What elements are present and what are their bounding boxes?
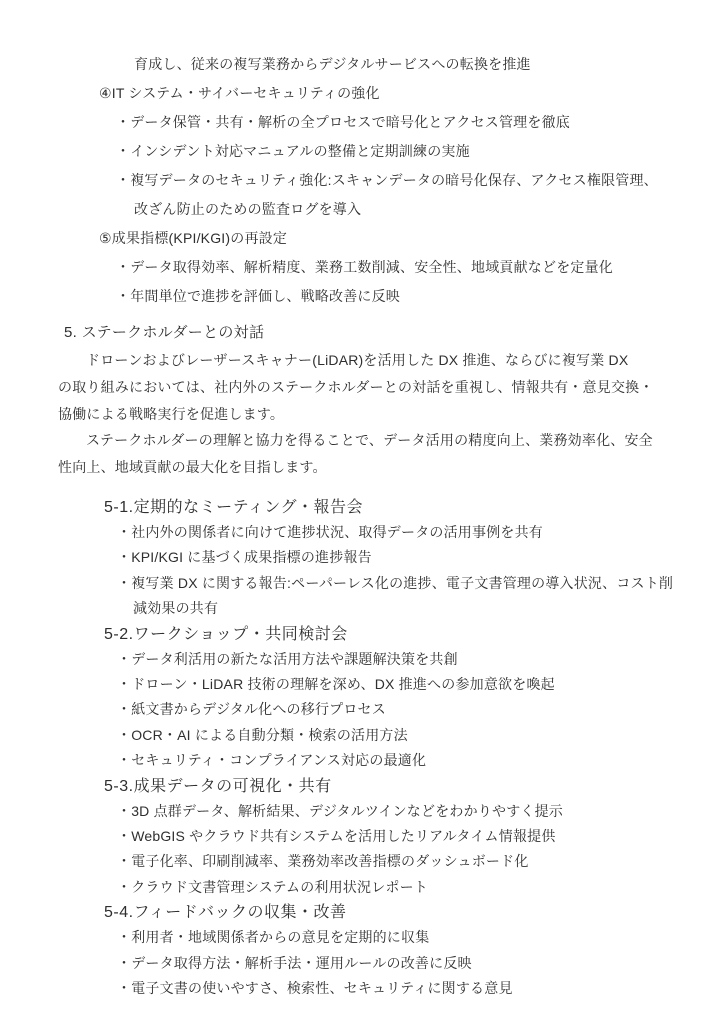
subsection-5-1 bbox=[0, 495, 723, 622]
subsection-heading: 5-4.フィードバックの収集・改善 bbox=[104, 904, 347, 922]
paragraph-line: の取り組みにおいては、社内外のステークホルダーとの対話を重視し、情報共有・意見交換・ bbox=[58, 378, 654, 395]
paragraph-line: ドローンおよびレーザースキャナー(LiDAR)を活用した DX 推進、ならびに複写業 DX bbox=[86, 352, 629, 368]
text-line: 改ざん防止のための監査ログを導入 bbox=[134, 201, 362, 217]
bullet-item: ・インシデント対応マニュアルの整備と定期訓練の実施 bbox=[116, 143, 470, 159]
subsection-5-3 bbox=[0, 774, 723, 901]
paragraph-line: ステークホルダーの理解と協力を得ることで、データ活用の精度向上、業務効率化、安全 bbox=[86, 432, 653, 449]
section-4-continuation bbox=[0, 0, 723, 311]
bullet-item: ・社内外の関係者に向けて進捗状況、取得データの活用事例を共有 bbox=[117, 523, 543, 540]
text-line: 育成し、従来の複写業務からデジタルサービスへの転換を推進 bbox=[134, 56, 531, 72]
bullet-item: ・年間単位で進捗を評価し、戦略改善に反映 bbox=[116, 288, 400, 304]
bullet-item: ・電子化率、印刷削減率、業務効率改善指標のダッシュボード化 bbox=[117, 853, 529, 870]
bullet-item: ・利用者・地域関係者からの意見を定期的に収集 bbox=[117, 929, 430, 946]
bullet-item: ・データ保管・共有・解析の全プロセスで暗号化とアクセス管理を徹底 bbox=[116, 114, 570, 130]
bullet-item: ・紙文書からデジタル化への移行プロセス bbox=[117, 701, 386, 718]
paragraph-line: 性向上、地域貢献の最大化を目指します。 bbox=[58, 459, 327, 476]
subsection-heading: 5-3.成果データの可視化・共有 bbox=[104, 777, 332, 795]
bullet-item: ・セキュリティ・コンプライアンス対応の最適化 bbox=[117, 752, 427, 769]
bullet-item: ・データ利活用の新たな活用方法や課題解決策を共創 bbox=[117, 650, 458, 667]
numbered-item: ⑤成果指標(KPI/KGI)の再設定 bbox=[99, 230, 288, 246]
text-line: 減効果の共有 bbox=[133, 600, 219, 617]
bullet-item: ・データ取得方法・解析手法・運用ルールの改善に反映 bbox=[117, 954, 472, 971]
bullet-item: ・OCR・AI による自動分類・検索の活用方法 bbox=[117, 726, 408, 743]
bullet-item: ・電子文書の使いやすさ、検索性、セキュリティに関する意見 bbox=[117, 980, 513, 997]
section-5-intro bbox=[0, 347, 723, 481]
bullet-item: ・複写業 DX に関する報告:ペーパーレス化の進捗、電子文書管理の導入状況、コスト削 bbox=[117, 574, 674, 591]
subsection-5-2 bbox=[0, 622, 723, 774]
numbered-item: ④IT システム・サイバーセキュリティの強化 bbox=[99, 85, 380, 101]
bullet-item: ・複写データのセキュリティ強化:スキャンデータの暗号化保存、アクセス権限管理、 bbox=[116, 172, 658, 188]
subsection-heading: 5-1.定期的なミーティング・報告会 bbox=[104, 498, 363, 516]
section-5-heading: 5. ステークホルダーとの対話 bbox=[64, 324, 265, 341]
bullet-item: ・クラウド文書管理システムの利用状況レポート bbox=[117, 878, 428, 895]
bullet-item: ・データ取得効率、解析精度、業務工数削減、安全性、地域貢献などを定量化 bbox=[116, 259, 613, 275]
bullet-item: ・KPI/KGI に基づく成果指標の進捗報告 bbox=[117, 549, 372, 566]
subsection-heading: 5-2.ワークショップ・共同検討会 bbox=[104, 625, 348, 643]
bullet-item: ・WebGIS やクラウド共有システムを活用したリアルタイム情報提供 bbox=[117, 828, 556, 845]
subsection-5-4 bbox=[0, 900, 723, 1001]
paragraph-line: 協働による戦略実行を促進します。 bbox=[58, 405, 285, 422]
bullet-item: ・ドローン・LiDAR 技術の理解を深め、DX 推進への参加意欲を喚起 bbox=[117, 676, 555, 693]
bullet-item: ・3D 点群データ、解析結果、デジタルツインなどをわかりやすく提示 bbox=[117, 802, 564, 819]
